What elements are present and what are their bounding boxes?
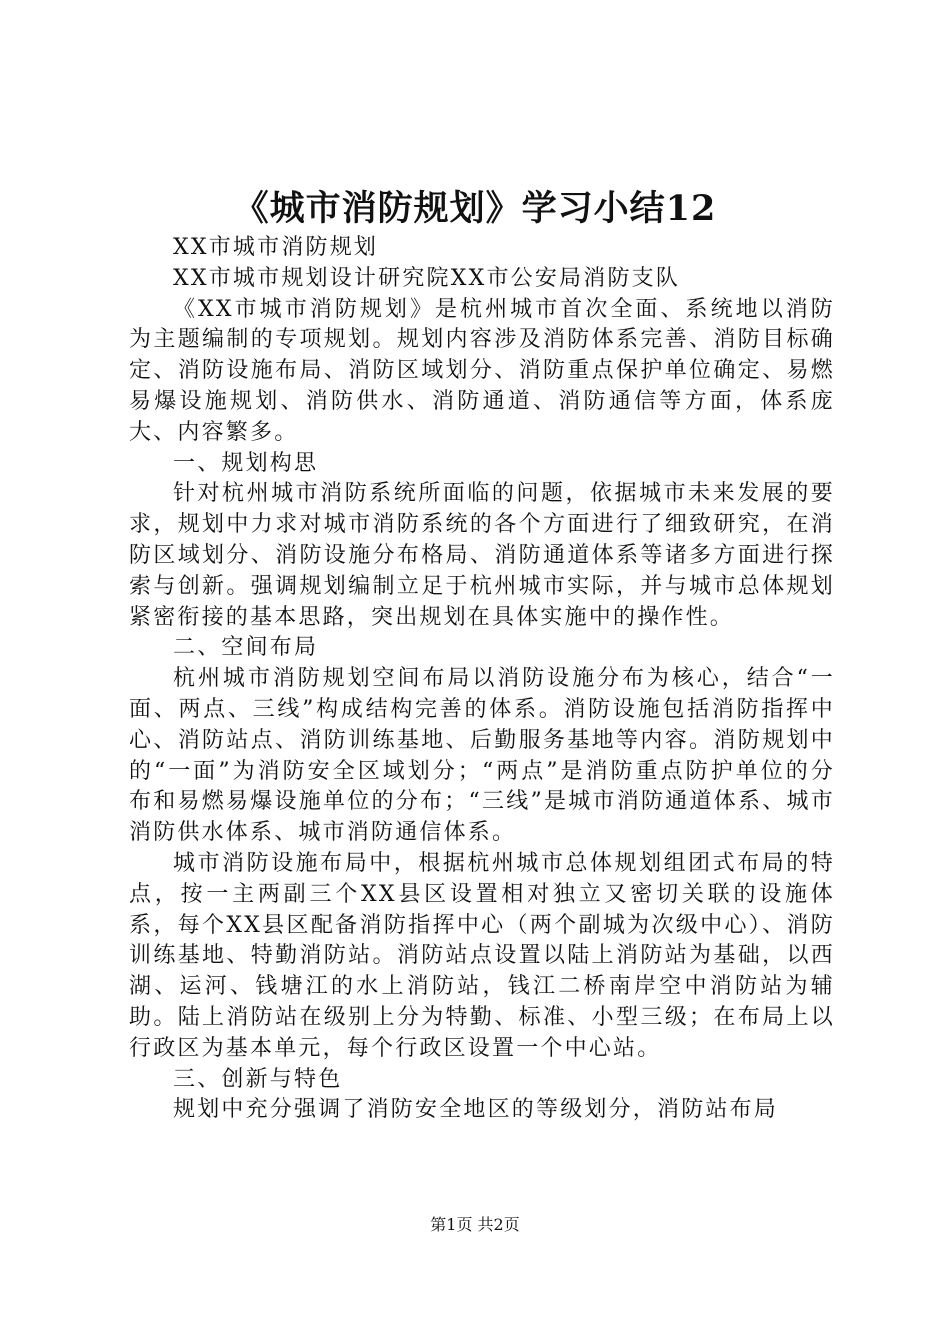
document-title: 《城市消防规划》学习小结12 bbox=[233, 188, 717, 229]
section-heading-innovation: 三、创新与特色 bbox=[173, 1066, 343, 1092]
section-heading-concept: 一、规划构思 bbox=[173, 450, 319, 476]
section-heading-layout: 二、空间布局 bbox=[173, 635, 319, 661]
paragraph-layout: 杭州城市消防规划空间布局以消防设施分布为核心，结合“一面、两点、三线”构成结构完善的体系。消防设施包括消防指挥中心、消防站点、消防训练基地、后勤服务基地等内容。消防规划中的“一面”为消防安全区域划分；“两点”是消防重点防护单位的分布和易燃易爆设施单位的分布；“三线”是城市消防通道体系、城市消防供水体系、城市消防通信体系。 bbox=[129, 666, 835, 846]
paragraph-intro: 《XX市城市消防规划》是杭州城市首次全面、系统地以消防为主题编制的专项规划。规划内容涉及消防体系完善、消防目标确定、消防设施布局、消防区域划分、消防重点保护单位确定、易燃易爆设施规划、消防供水、消防通道、消防通信等方面，体系庞大、内容繁多。 bbox=[129, 296, 835, 445]
paragraph-authors: XX市城市规划设计研究院XX市公安局消防支队 bbox=[173, 265, 681, 291]
document-body bbox=[129, 233, 835, 1126]
page-footer: 第1页 共2页 bbox=[430, 1215, 520, 1234]
paragraph-concept: 针对杭州城市消防系统所面临的问题，依据城市未来发展的要求，规划中力求对城市消防系统的各个方面进行了细致研究，在消防区域划分、消防设施分布格局、消防通道体系等诸多方面进行探索与创新。强调规划编制立足于杭州城市实际，并与城市总体规划紧密衔接的基本思路，突出规划在具体实施中的操作性。 bbox=[129, 481, 835, 630]
paragraph-facilities: 城市消防设施布局中，根据杭州城市总体规划组团式布局的特点，按一主两副三个XX县区设置相对独立又密切关联的设施体系，每个XX县区配备消防指挥中心（两个副城为次级中心）、消防训练基地、特勤消防站。消防站点设置以陆上消防站为基础，以西湖、运河、钱塘江的水上消防站，钱江二桥南岸空中消防站为辅助。陆上消防站在级别上分为特勤、标准、小型三级；在布局上以行政区为基本单元，每个行政区设置一个中心站。 bbox=[129, 850, 835, 1061]
paragraph-innovation: 规划中充分强调了消防安全地区的等级划分，消防站布局 bbox=[173, 1097, 779, 1123]
paragraph-plan-name: XX市城市消防规划 bbox=[173, 235, 379, 260]
